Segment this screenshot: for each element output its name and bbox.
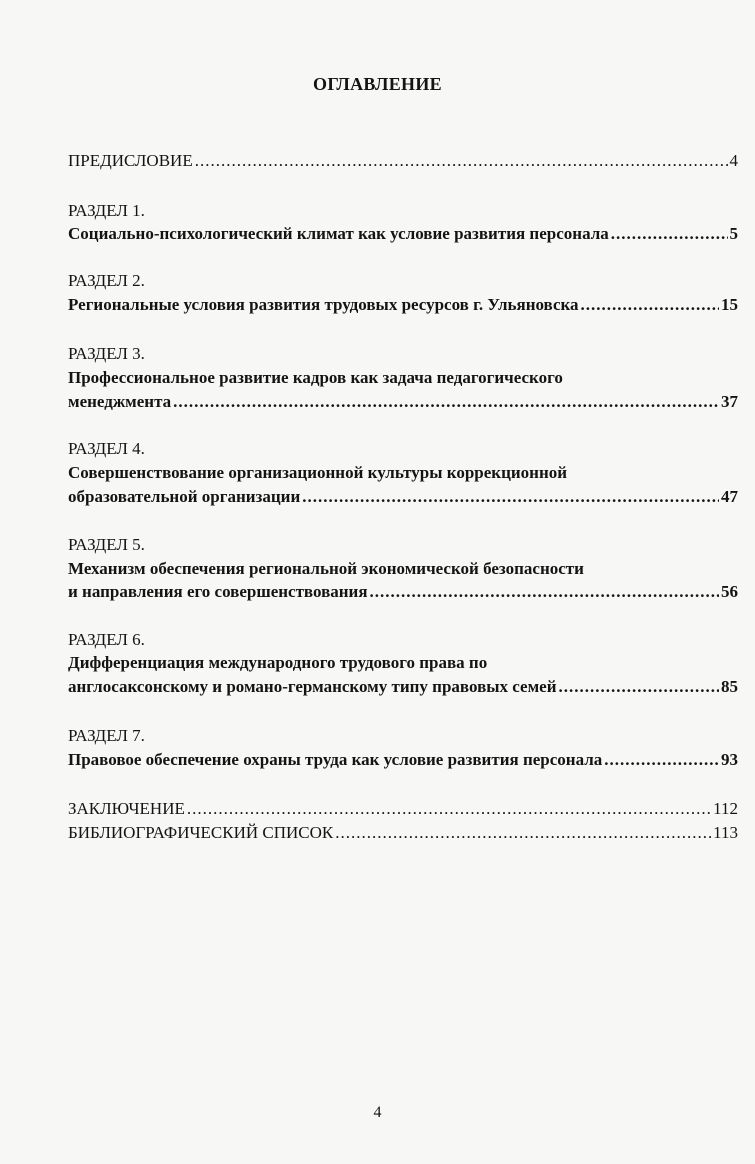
leader-dots xyxy=(611,223,728,245)
section-5-title-line-1: Механизм обеспечения региональной экономической безопасности xyxy=(68,559,584,578)
toc-entry-page: 93 xyxy=(721,750,738,769)
section-7-heading: РАЗДЕЛ 7. xyxy=(68,726,145,745)
toc-entry-section-7 xyxy=(68,749,738,771)
toc-entry-page: 85 xyxy=(721,677,738,696)
toc-entry-page: 113 xyxy=(713,823,738,842)
toc-entry-label: образовательной организации xyxy=(68,487,301,506)
section-3-heading: РАЗДЕЛ 3. xyxy=(68,344,145,363)
leader-dots xyxy=(581,294,719,316)
leader-dots xyxy=(173,391,719,413)
leader-dots xyxy=(195,150,728,172)
toc-entry-label: англосаксонскому и романо-германскому типу правовых семей xyxy=(68,677,557,696)
toc-entry-page: 37 xyxy=(721,392,738,411)
toc-entry-page: 5 xyxy=(729,224,738,243)
leader-dots xyxy=(559,676,720,698)
toc-entry-label: Социально-психологический климат как условие развития персонала xyxy=(68,224,609,243)
toc-entry-label: Правовое обеспечение охраны труда как условие развития персонала xyxy=(68,750,603,769)
toc-entry-section-5 xyxy=(68,581,738,603)
toc-entry-bibliography xyxy=(68,822,738,844)
toc-entry-section-2 xyxy=(68,294,738,316)
toc-entry-label: ПРЕДИСЛОВИЕ xyxy=(68,151,193,170)
toc-entry-label: ЗАКЛЮЧЕНИЕ xyxy=(68,799,185,818)
toc-entry-section-1 xyxy=(68,223,738,245)
toc-entry-page: 4 xyxy=(729,151,738,170)
toc-entry-section-3 xyxy=(68,391,738,413)
toc-entry-page: 56 xyxy=(721,582,738,601)
section-3-title-line-1: Профессиональное развитие кадров как задача педагогического xyxy=(68,368,563,387)
toc-entry-page: 112 xyxy=(713,799,738,818)
toc-entry-page: 15 xyxy=(721,295,738,314)
toc-entry-label: БИБЛИОГРАФИЧЕСКИЙ СПИСОК xyxy=(68,823,334,842)
toc-entry-conclusion xyxy=(68,798,738,820)
toc-title: ОГЛАВЛЕНИЕ xyxy=(313,74,442,94)
leader-dots xyxy=(370,581,719,603)
section-1-heading: РАЗДЕЛ 1. xyxy=(68,201,145,220)
leader-dots xyxy=(187,798,711,820)
section-6-title-line-1: Дифференциация международного трудового права по xyxy=(68,653,488,672)
page-number: 4 xyxy=(373,1104,382,1121)
leader-dots xyxy=(302,486,719,508)
toc-entry-label: менеджмента xyxy=(68,392,172,411)
toc-entry-section-6 xyxy=(68,676,738,698)
toc-entry-label: и направления его совершенствования xyxy=(68,582,368,601)
toc-entry-section-4 xyxy=(68,486,738,508)
toc-entry-foreword xyxy=(68,150,738,172)
section-5-heading: РАЗДЕЛ 5. xyxy=(68,535,145,554)
section-2-heading: РАЗДЕЛ 2. xyxy=(68,271,145,290)
toc-entry-label: Региональные условия развития трудовых ресурсов г. Ульяновска xyxy=(68,295,579,314)
section-4-heading: РАЗДЕЛ 4. xyxy=(68,439,145,458)
section-6-heading: РАЗДЕЛ 6. xyxy=(68,630,145,649)
leader-dots xyxy=(335,822,711,844)
section-4-title-line-1: Совершенствование организационной культуры коррекционной xyxy=(68,463,568,482)
toc-entry-page: 47 xyxy=(721,487,738,506)
leader-dots xyxy=(604,749,719,771)
